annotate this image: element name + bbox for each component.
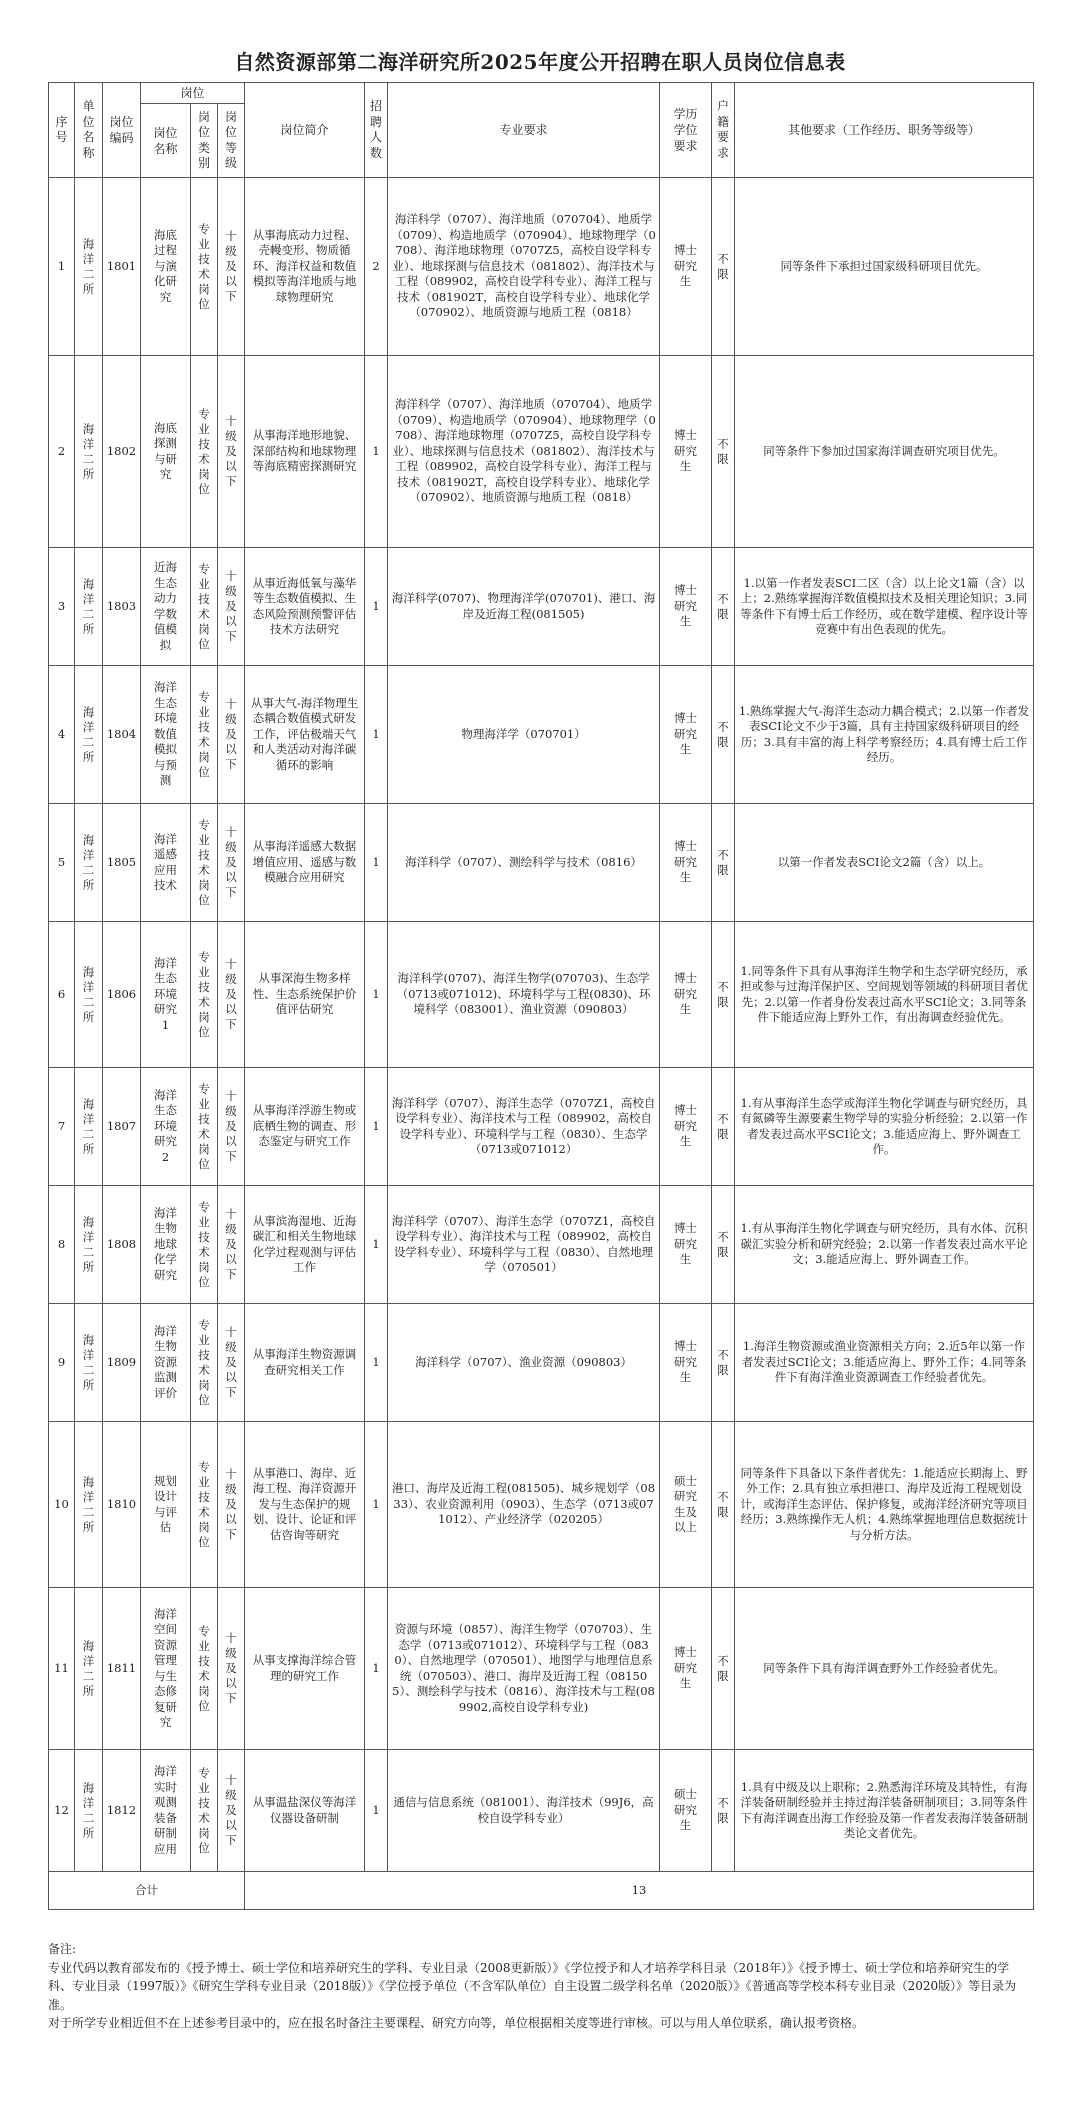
header-seq: 序号 <box>49 83 75 178</box>
row-seq: 8 <box>49 1186 75 1304</box>
row-other: 同等条件下承担过国家级科研项目优先。 <box>735 178 1034 356</box>
row-major: 海洋科学(0707)、物理海洋学(070701)、港口、海岸及近海工程(081505) <box>388 548 660 666</box>
row-intro: 从事温盐深仪等海洋仪器设备研制 <box>245 1750 365 1872</box>
row-post-name: 海洋生态环境研究2 <box>141 1068 191 1186</box>
row-unit: 海洋二所 <box>75 356 103 548</box>
row-major: 海洋科学（0707）、海洋生态学（0707Z1，高校自设学科专业）、海洋技术与工程（089902，高校自设学科专业）、环境科学与工程（0830）、自然地理学（070501） <box>388 1186 660 1304</box>
row-code: 1806 <box>103 922 141 1068</box>
table-row <box>49 1588 1034 1750</box>
header-major: 专业要求 <box>388 83 660 178</box>
row-count: 1 <box>365 1304 388 1422</box>
header-post-level: 岗位等级 <box>218 104 245 178</box>
row-degree: 博士研究生 <box>660 1068 712 1186</box>
row-major: 港口、海岸及近海工程(081505)、城乡规划学（0833）、农业资源利用（0903）、生态学（0713或071012）、产业经济学（020205） <box>388 1422 660 1588</box>
row-post-type: 专业技术岗位 <box>191 1422 218 1588</box>
row-post-type: 专业技术岗位 <box>191 922 218 1068</box>
row-other: 以第一作者发表SCI论文2篇（含）以上。 <box>735 804 1034 922</box>
table-row <box>49 1422 1034 1588</box>
table-row <box>49 1068 1034 1186</box>
table-row <box>49 1750 1034 1872</box>
notes-label: 备注: <box>48 1942 77 1956</box>
row-code: 1807 <box>103 1068 141 1186</box>
row-post-type: 专业技术岗位 <box>191 548 218 666</box>
row-unit: 海洋二所 <box>75 922 103 1068</box>
row-degree: 博士研究生 <box>660 1186 712 1304</box>
row-post-type: 专业技术岗位 <box>191 178 218 356</box>
row-hukou: 不限 <box>712 922 735 1068</box>
row-unit: 海洋二所 <box>75 548 103 666</box>
row-count: 1 <box>365 804 388 922</box>
row-other: 同等条件下参加过国家海洋调查研究项目优先。 <box>735 356 1034 548</box>
row-intro: 从事海洋地形地貌、深部结构和地球物理等海底精密探测研究 <box>245 356 365 548</box>
row-intro: 从事海洋遥感大数据增值应用、遥感与数模融合应用研究 <box>245 804 365 922</box>
row-intro: 从事支撑海洋综合管理的研究工作 <box>245 1588 365 1750</box>
row-hukou: 不限 <box>712 1068 735 1186</box>
row-post-type: 专业技术岗位 <box>191 356 218 548</box>
row-degree: 博士研究生 <box>660 356 712 548</box>
row-code: 1812 <box>103 1750 141 1872</box>
row-seq: 7 <box>49 1068 75 1186</box>
row-count: 1 <box>365 1750 388 1872</box>
row-post-level: 十级及以下 <box>218 548 245 666</box>
row-count: 1 <box>365 922 388 1068</box>
row-seq: 1 <box>49 178 75 356</box>
notes-section <box>48 1940 1033 2033</box>
row-intro: 从事海洋浮游生物或底栖生物的调查、形态鉴定与研究工作 <box>245 1068 365 1186</box>
row-seq: 5 <box>49 804 75 922</box>
row-count: 1 <box>365 1186 388 1304</box>
row-seq: 3 <box>49 548 75 666</box>
row-post-name: 海底过程与演化研究 <box>141 178 191 356</box>
row-major: 海洋科学（0707）、海洋生态学（0707Z1，高校自设学科专业）、海洋技术与工程（089902，高校自设学科专业）、环境科学与工程（0830）、生态学（0713或071012） <box>388 1068 660 1186</box>
row-post-name: 海洋遥感应用技术 <box>141 804 191 922</box>
row-major: 物理海洋学（070701） <box>388 666 660 804</box>
row-post-type: 专业技术岗位 <box>191 1186 218 1304</box>
document-title: 自然资源部第二海洋研究所2025年度公开招聘在职人员岗位信息表 <box>234 50 846 74</box>
row-post-type: 专业技术岗位 <box>191 1588 218 1750</box>
row-unit: 海洋二所 <box>75 1422 103 1588</box>
row-code: 1811 <box>103 1588 141 1750</box>
row-other: 1.同等条件下具有从事海洋生物学和生态学研究经历，承担或参与过海洋保护区、空间规划等领域的科研项目者优先；2.以第一作者身份发表过高水平SCI论文；3.同等条件下能适应海上野外工作，有出海调查经验优先。 <box>735 922 1034 1068</box>
table-row <box>49 804 1034 922</box>
row-degree: 博士研究生 <box>660 548 712 666</box>
row-post-name: 海洋实时观测装备研制应用 <box>141 1750 191 1872</box>
row-hukou: 不限 <box>712 1304 735 1422</box>
row-other: 1.海洋生物资源或渔业资源相关方向；2.近5年以第一作者发表过SCI论文；3.能适应海上、野外工作；4.同等条件下有海洋渔业资源调查工作经验者优先。 <box>735 1304 1034 1422</box>
header-post-type: 岗位类别 <box>191 104 218 178</box>
row-code: 1802 <box>103 356 141 548</box>
row-seq: 11 <box>49 1588 75 1750</box>
row-degree: 博士研究生 <box>660 1304 712 1422</box>
table-row <box>49 548 1034 666</box>
row-post-type: 专业技术岗位 <box>191 1750 218 1872</box>
row-count: 1 <box>365 548 388 666</box>
table-row <box>49 356 1034 548</box>
row-degree: 博士研究生 <box>660 178 712 356</box>
row-degree: 硕士研究生 <box>660 1750 712 1872</box>
row-hukou: 不限 <box>712 178 735 356</box>
notes-line-1: 专业代码以教育部发布的《授予博士、硕士学位和培养研究生的学科、专业目录（2008更新版）》《学位授予和人才培养学科目录（2018年）》《授予博士、硕士学位和培养研究生的学科、专业目录（1997版）》《研究生学科专业目录（2018版）》《学位授予单位（不含军队单位）自主设置二级学科名单（2020版）》《普通高等学校本科专业目录（2020版）》等目录为准。 <box>48 1960 1017 2012</box>
row-post-level: 十级及以下 <box>218 1304 245 1422</box>
row-post-type: 专业技术岗位 <box>191 666 218 804</box>
row-code: 1803 <box>103 548 141 666</box>
row-major: 海洋科学（0707）、海洋地质（070704）、地质学（0709）、构造地质学（070904）、地球物理学（0708）、海洋地球物理（0707Z5，高校自设学科专业）、地球探测与信息技术（081802）、海洋技术与工程（089902，高校自设学科专业）、海洋工程与技术（081902T，高校自设学科专业）、地球化学（070902）、地质资源与地质工程（0818） <box>388 356 660 548</box>
row-post-type: 专业技术岗位 <box>191 804 218 922</box>
row-post-type: 专业技术岗位 <box>191 1068 218 1186</box>
row-hukou: 不限 <box>712 804 735 922</box>
row-seq: 9 <box>49 1304 75 1422</box>
header-count: 招聘人数 <box>365 83 388 178</box>
row-count: 1 <box>365 666 388 804</box>
row-code: 1810 <box>103 1422 141 1588</box>
row-seq: 2 <box>49 356 75 548</box>
table-body <box>49 178 1034 1872</box>
row-intro: 从事海洋生物资源调查研究相关工作 <box>245 1304 365 1422</box>
table-row <box>49 922 1034 1068</box>
row-post-level: 十级及以下 <box>218 804 245 922</box>
row-major: 海洋科学（0707）、渔业资源（090803） <box>388 1304 660 1422</box>
row-code: 1809 <box>103 1304 141 1422</box>
row-degree: 博士研究生 <box>660 666 712 804</box>
header-post-name: 岗位名称 <box>141 104 191 178</box>
row-degree: 博士研究生 <box>660 922 712 1068</box>
header-code: 岗位编码 <box>103 83 141 178</box>
row-intro: 从事大气-海洋物理生态耦合数值模式研发工作，评估极端天气和人类活动对海洋碳循环的影响 <box>245 666 365 804</box>
row-major: 资源与环境（0857）、海洋生物学（070703）、生态学（0713或071012）、环境科学与工程（0830）、自然地理学（070501）、地图学与地理信息系统（070503）、港口、海岸及近海工程（081505）、测绘科学与技术（0816）、海洋技术与工程(089902,高校自设学科专业) <box>388 1588 660 1750</box>
row-unit: 海洋二所 <box>75 1186 103 1304</box>
notes-line-2: 对于所学专业相近但不在上述参考目录中的，应在报名时备注主要课程、研究方向等，单位根据相关度等进行审核。可以与用人单位联系，确认报考资格。 <box>48 2016 865 2031</box>
row-post-level: 十级及以下 <box>218 356 245 548</box>
row-post-name: 海洋生态环境数值模拟与预测 <box>141 666 191 804</box>
row-degree: 博士研究生 <box>660 804 712 922</box>
table-row <box>49 1304 1034 1422</box>
row-unit: 海洋二所 <box>75 1304 103 1422</box>
total-row <box>49 1872 1034 1910</box>
row-hukou: 不限 <box>712 1186 735 1304</box>
header-hukou: 户籍要求 <box>712 83 735 178</box>
row-other: 1.以第一作者发表SCI二区（含）以上论文1篇（含）以上；2.熟练掌握海洋数值模拟技术及相关理论知识；3.同等条件下有博士后工作经历，或在数学建模、程序设计等竞赛中有出色表现的优先。 <box>735 548 1034 666</box>
row-code: 1801 <box>103 178 141 356</box>
row-post-name: 海底探测与研究 <box>141 356 191 548</box>
table-row <box>49 666 1034 804</box>
row-major: 海洋科学（0707）、海洋地质（070704）、地质学（0709）、构造地质学（070904）、地球物理学（0708）、海洋地球物理（0707Z5，高校自设学科专业）、地球探测与信息技术（081802）、海洋技术与工程（089902，高校自设学科专业）、海洋工程与技术（081902T，高校自设学科专业）、地球化学（070902）、地质资源与地质工程（0818） <box>388 178 660 356</box>
row-hukou: 不限 <box>712 1750 735 1872</box>
row-unit: 海洋二所 <box>75 178 103 356</box>
row-count: 2 <box>365 178 388 356</box>
row-hukou: 不限 <box>712 548 735 666</box>
row-hukou: 不限 <box>712 1588 735 1750</box>
row-post-level: 十级及以下 <box>218 1422 245 1588</box>
row-unit: 海洋二所 <box>75 1588 103 1750</box>
row-seq: 6 <box>49 922 75 1068</box>
row-post-name: 近海生态动力学数值模拟 <box>141 548 191 666</box>
row-post-type: 专业技术岗位 <box>191 1304 218 1422</box>
row-post-name: 海洋生物资源监测评价 <box>141 1304 191 1422</box>
row-major: 海洋科学(0707)、海洋生物学(070703)、生态学（0713或071012)、环境科学与工程(0830)、环境科学（083001）、渔业资源（090803） <box>388 922 660 1068</box>
row-count: 1 <box>365 1588 388 1750</box>
row-other: 1.熟练掌握大气-海洋生态动力耦合模式；2.以第一作者发表SCI论文不少于3篇，具有主持国家级科研项目的经历；3.具有丰富的海上科学考察经历；4.具有博士后工作经历。 <box>735 666 1034 804</box>
row-post-level: 十级及以下 <box>218 1068 245 1186</box>
row-count: 1 <box>365 356 388 548</box>
row-post-level: 十级及以下 <box>218 1588 245 1750</box>
row-intro: 从事港口、海岸、近海工程、海洋资源开发与生态保护的规划、设计、论证和评估咨询等研究 <box>245 1422 365 1588</box>
row-other: 同等条件下具有海洋调查野外工作经验者优先。 <box>735 1588 1034 1750</box>
row-unit: 海洋二所 <box>75 804 103 922</box>
row-hukou: 不限 <box>712 356 735 548</box>
table-row <box>49 178 1034 356</box>
row-other: 同等条件下具备以下条件者优先：1.能适应长期海上、野外工作；2.具有独立承担港口、海岸及近海工程规划设计，或海洋生态评估、保护修复，或海洋经济研究等项目经历；3.熟练操作无人机；4.熟练掌握地理信息数据统计与分析方法。 <box>735 1422 1034 1588</box>
row-other: 1.有从事海洋生态学或海洋生物化学调查与研究经历，具有氮磷等生源要素生物学导的实验分析经验；2.以第一作者发表过高水平SCI论文；3.能适应海上、野外调查工作。 <box>735 1068 1034 1186</box>
total-label: 合计 <box>49 1872 245 1910</box>
row-seq: 4 <box>49 666 75 804</box>
row-degree: 博士研究生 <box>660 1588 712 1750</box>
row-post-level: 十级及以下 <box>218 922 245 1068</box>
row-code: 1805 <box>103 804 141 922</box>
row-major: 海洋科学（0707）、测绘科学与技术（0816） <box>388 804 660 922</box>
row-post-name: 海洋空间资源管理与生态修复研究 <box>141 1588 191 1750</box>
row-post-level: 十级及以下 <box>218 178 245 356</box>
row-post-name: 海洋生态环境研究1 <box>141 922 191 1068</box>
row-post-level: 十级及以下 <box>218 1186 245 1304</box>
row-code: 1808 <box>103 1186 141 1304</box>
row-intro: 从事滨海湿地、近海碳汇和相关生物地球化学过程观测与评估工作 <box>245 1186 365 1304</box>
row-hukou: 不限 <box>712 1422 735 1588</box>
row-count: 1 <box>365 1422 388 1588</box>
row-post-name: 规划设计与评估 <box>141 1422 191 1588</box>
header-unit: 单位名称 <box>75 83 103 178</box>
row-degree: 硕士研究生及以上 <box>660 1422 712 1588</box>
row-unit: 海洋二所 <box>75 1750 103 1872</box>
row-intro: 从事深海生物多样性、生态系统保护价值评估研究 <box>245 922 365 1068</box>
row-intro: 从事近海低氧与藻华等生态数值模拟、生态风险预测预警评估技术方法研究 <box>245 548 365 666</box>
row-code: 1804 <box>103 666 141 804</box>
header-degree: 学历学位要求 <box>660 83 712 178</box>
row-post-level: 十级及以下 <box>218 666 245 804</box>
row-post-name: 海洋生物地球化学研究 <box>141 1186 191 1304</box>
row-other: 1.具有中级及以上职称；2.熟悉海洋环境及其特性，有海洋装备研制经验并主持过海洋装备研制项目；3.同等条件下有海洋调查出海工作经验及第一作者发表海洋装备研制类论文者优先。 <box>735 1750 1034 1872</box>
total-value: 13 <box>245 1872 1034 1910</box>
header-other: 其他要求（工作经历、职务等级等） <box>735 83 1034 178</box>
row-unit: 海洋二所 <box>75 1068 103 1186</box>
row-seq: 12 <box>49 1750 75 1872</box>
header-post-group: 岗位 <box>141 83 245 104</box>
row-seq: 10 <box>49 1422 75 1588</box>
row-unit: 海洋二所 <box>75 666 103 804</box>
row-hukou: 不限 <box>712 666 735 804</box>
row-intro: 从事海底动力过程、壳幔变形、物质循环、海洋权益和数值模拟等海洋地质与地球物理研究 <box>245 178 365 356</box>
job-table <box>48 82 1034 1910</box>
row-other: 1.有从事海洋生物化学调查与研究经历，具有水体、沉积碳汇实验分析和研究经验；2.以第一作者发表过高水平论文；3.能适应海上、野外调查工作。 <box>735 1186 1034 1304</box>
row-major: 通信与信息系统（081001）、海洋技术（99J6，高校自设学科专业） <box>388 1750 660 1872</box>
table-row <box>49 1186 1034 1304</box>
header-intro: 岗位简介 <box>245 83 365 178</box>
row-count: 1 <box>365 1068 388 1186</box>
row-post-level: 十级及以下 <box>218 1750 245 1872</box>
